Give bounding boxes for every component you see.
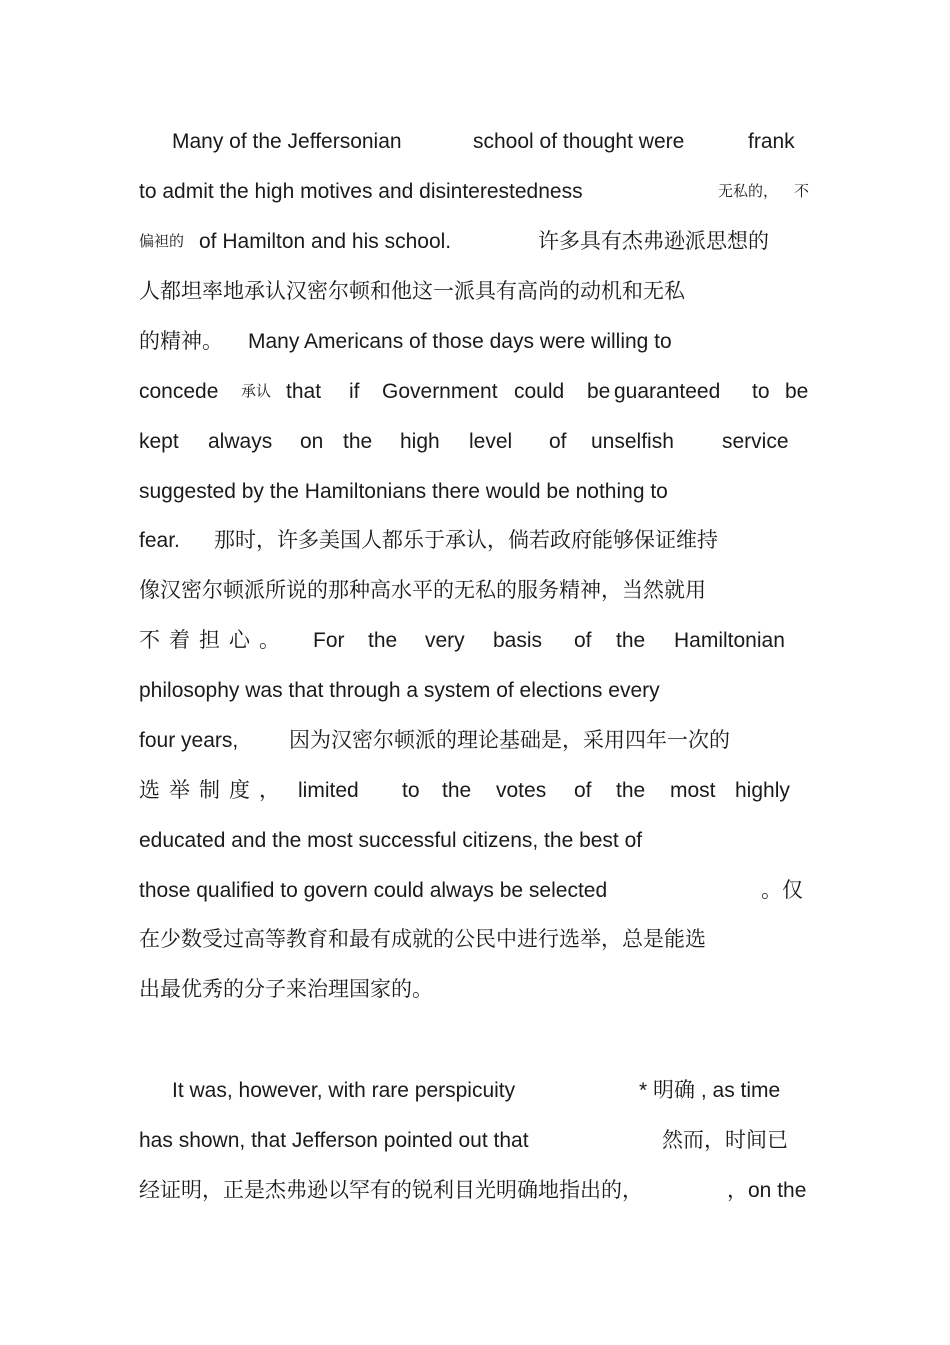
text-line [139, 876, 811, 906]
text-segment: ，on the [727, 1179, 807, 1202]
text-segment: 像汉密尔顿派所说的那种高水平的无私的服务精神，当然就用 [139, 579, 706, 602]
text-line [139, 975, 811, 1005]
text-segment: 选举制度， [139, 779, 289, 802]
text-line [139, 227, 811, 257]
text-line [139, 526, 811, 556]
text-line [139, 1126, 811, 1156]
text-segment: * 明确 , as time [639, 1079, 781, 1102]
text-segment: highly [735, 779, 790, 802]
text-segment: basis [493, 629, 543, 652]
text-segment: Hamiltonian [674, 629, 785, 652]
text-segment: those qualified to govern could always be selected [139, 879, 608, 902]
text-segment: philosophy was that through a system of elections every [139, 679, 660, 702]
text-segment: the [368, 629, 398, 652]
text-segment: be [587, 380, 611, 403]
text-segment: service [722, 430, 789, 453]
text-segment: 。仅 [761, 879, 803, 902]
text-segment: 不着担心。 [139, 629, 289, 652]
text-segment: For [313, 629, 345, 652]
text-line [139, 277, 811, 307]
text-segment: if [349, 380, 360, 403]
text-line [139, 127, 811, 157]
text-line [139, 177, 811, 207]
text-segment: Many Americans of those days were willing to [248, 330, 672, 353]
text-segment: unselfish [591, 430, 674, 453]
text-line [139, 676, 811, 706]
text-segment: limited [298, 779, 359, 802]
text-segment: has shown, that Jefferson pointed out that [139, 1129, 529, 1152]
text-segment: of Hamilton and his school. [199, 230, 452, 253]
text-segment: school of thought were [473, 130, 685, 153]
text-segment: It was, however, with rare perspicuity [172, 1079, 516, 1102]
text-segment: to [752, 380, 770, 403]
text-segment: 出最优秀的分子来治理国家的。 [139, 978, 433, 1001]
text-segment: the [616, 629, 646, 652]
text-segment: Many of the Jeffersonian [172, 130, 402, 153]
text-segment: guaranteed [614, 380, 721, 403]
text-segment: be [785, 380, 809, 403]
text-segment: level [469, 430, 513, 453]
text-segment: always [208, 430, 273, 453]
text-segment: 无私的， [718, 183, 779, 200]
text-segment: kept [139, 430, 179, 453]
text-segment: 的精神。 [139, 330, 223, 353]
text-segment: of [574, 629, 592, 652]
text-segment: 在少数受过高等教育和最有成就的公民中进行选举，总是能选 [139, 928, 706, 951]
text-segment: educated and the most successful citizens, the best of [139, 829, 643, 852]
text-segment: the [616, 779, 646, 802]
text-line [139, 925, 811, 955]
text-segment: to admit the high motives and disinterestedness [139, 180, 583, 203]
text-segment: 人都坦率地承认汉密尔顿和他这一派具有高尚的动机和无私 [139, 280, 685, 303]
text-segment: that [286, 380, 322, 403]
text-line [139, 477, 811, 507]
text-segment: suggested by the Hamiltonians there would be nothing to [139, 480, 668, 503]
text-segment: on [300, 430, 324, 453]
text-segment: 因为汉密尔顿派的理论基础是，采用四年一次的 [289, 729, 730, 752]
text-line [139, 427, 811, 457]
text-segment: four years, [139, 729, 239, 752]
text-line [139, 327, 811, 357]
text-segment: 承认 [241, 383, 272, 400]
text-line [139, 1176, 811, 1206]
text-segment: fear. [139, 529, 180, 552]
text-line [139, 576, 811, 606]
text-segment: concede [139, 380, 219, 403]
text-line [139, 726, 811, 756]
text-line [139, 377, 811, 407]
text-segment: most [670, 779, 716, 802]
text-segment: 不 [794, 183, 810, 200]
text-segment: very [425, 629, 465, 652]
text-line [139, 626, 811, 656]
text-segment: 许多具有杰弗逊派思想的 [538, 230, 769, 253]
text-line [139, 776, 811, 806]
text-segment: frank [748, 130, 795, 153]
text-segment: 偏袒的 [139, 233, 185, 250]
text-segment: the [343, 430, 373, 453]
text-segment: to [402, 779, 420, 802]
text-segment: Government [382, 380, 498, 403]
text-segment: 然而，时间已 [662, 1129, 788, 1152]
text-segment: of [549, 430, 567, 453]
text-segment: 经证明，正是杰弗逊以罕有的锐利目光明确地指出的， [139, 1179, 643, 1202]
text-segment: 那时，许多美国人都乐于承认，倘若政府能够保证维持 [214, 529, 718, 552]
text-segment: could [514, 380, 565, 403]
text-segment: high [400, 430, 440, 453]
text-line [139, 1076, 811, 1106]
text-segment: of [574, 779, 592, 802]
text-segment: votes [496, 779, 547, 802]
text-line [139, 826, 811, 856]
text-segment: the [442, 779, 472, 802]
